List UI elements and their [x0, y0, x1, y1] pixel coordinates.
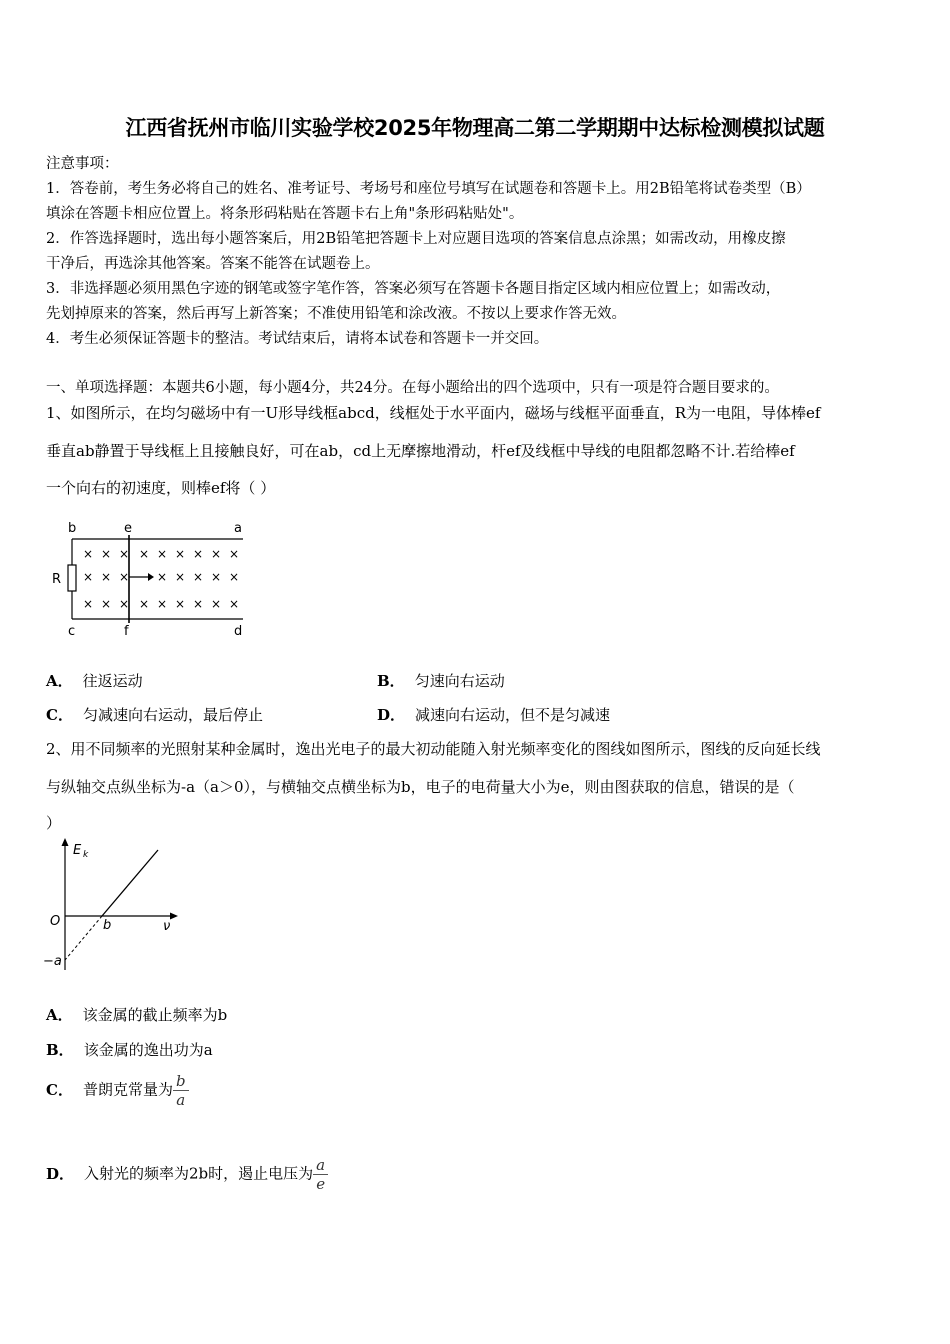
option-text: 减速向右运动，但不是匀减速: [415, 706, 611, 724]
q2-option-c[interactable]: [46, 1072, 189, 1109]
field-cross: ×: [157, 570, 168, 584]
field-cross: ×: [211, 570, 222, 584]
notice-line: 2．作答选择题时，选出每小题答案后，用2B铅笔把答题卡上对应题目选项的答案信息点涂黑；如需改动，用橡皮擦: [46, 231, 786, 247]
option-letter: A．: [46, 672, 73, 690]
option-letter: D．: [377, 706, 406, 724]
fraction-numerator: b: [175, 1072, 186, 1090]
notice-line: 先划掉原来的答案，然后再写上新答案；不准使用铅笔和涂改液。不按以上要求作答无效。: [46, 306, 626, 322]
field-cross: ×: [119, 547, 130, 561]
field-cross: ×: [229, 570, 240, 584]
field-cross: ×: [193, 597, 204, 611]
label-ek: E: [73, 843, 82, 858]
notice-heading: 注意事项：: [46, 156, 119, 172]
field-cross: ×: [157, 547, 168, 561]
field-cross: ×: [101, 597, 112, 611]
velocity-arrowhead: [148, 573, 154, 581]
label-e: e: [124, 521, 132, 536]
ek-line: [102, 850, 158, 916]
notice-line: 干净后，再选涂其他答案。答案不能答在试题卷上。: [46, 256, 380, 272]
field-cross: ×: [193, 570, 204, 584]
notice-line: 1．答卷前，考生务必将自己的姓名、准考证号、考场号和座位号填写在试题卷和答题卡上。用2B铅笔将试卷类型（B）: [46, 181, 811, 197]
q1-stem-line: 一个向右的初速度，则棒ef将（ ）: [46, 479, 276, 497]
field-cross: ×: [101, 570, 112, 584]
fraction: [173, 1072, 189, 1109]
option-text: 该金属的逸出功为a: [83, 1041, 213, 1059]
field-cross: ×: [139, 547, 150, 561]
q2-option-b[interactable]: [46, 1039, 213, 1060]
fraction: [313, 1156, 328, 1193]
field-cross: ×: [193, 547, 204, 561]
q2-option-a[interactable]: [46, 1004, 227, 1025]
field-cross: ×: [211, 597, 222, 611]
option-letter: B．: [377, 672, 405, 690]
field-cross: ×: [175, 597, 186, 611]
q1-stem-line: 垂直ab静置于导线框上且接触良好，可在ab，cd上无摩擦地滑动，杆ef及线框中导线的电阻都忽略不计.若给棒ef: [46, 442, 795, 460]
field-cross: ×: [175, 570, 186, 584]
q1-option-d[interactable]: [377, 704, 610, 725]
q2-stem-line: 2、用不同频率的光照射某种金属时，逸出光电子的最大初动能随入射光频率变化的图线如图所示，图线的反向延长线: [46, 740, 821, 758]
field-cross: ×: [101, 547, 112, 561]
label-b: b: [68, 521, 77, 536]
option-letter: A．: [46, 1006, 73, 1024]
option-text: 往返运动: [82, 672, 143, 690]
q1-option-a[interactable]: [46, 670, 143, 691]
q2-graph-figure: [42, 836, 192, 974]
field-cross: ×: [83, 547, 94, 561]
field-cross: ×: [119, 597, 130, 611]
option-text: 匀速向右运动: [414, 672, 505, 690]
page-title: 江西省抚州市临川实验学校2025年物理高二第二学期期中达标检测模拟试题: [125, 116, 825, 140]
field-cross: ×: [119, 570, 130, 584]
notice-line: 填涂在答题卡相应位置上。将条形码粘贴在答题卡右上角"条形码粘贴处"。: [46, 206, 524, 222]
field-cross: ×: [83, 570, 94, 584]
option-text: 普朗克常量为: [82, 1080, 173, 1099]
notice-line: 3．非选择题必须用黑色字迹的钢笔或签字笔作答，答案必须写在答题卡各题目指定区域内相应位置上；如需改动，: [46, 281, 781, 297]
label-ek-sub: k: [83, 850, 89, 860]
label-d: d: [234, 624, 243, 639]
q1-circuit-figure: [46, 515, 256, 645]
y-axis-arrow: [62, 838, 69, 846]
option-text: 匀减速向右运动，最后停止: [82, 706, 263, 724]
field-cross: ×: [229, 597, 240, 611]
label-R: R: [52, 572, 62, 587]
label-b: b: [103, 918, 112, 933]
q1-option-c[interactable]: [46, 704, 263, 725]
field-cross: ×: [83, 597, 94, 611]
fraction-denominator: e: [316, 1175, 326, 1193]
q1-stem-line: 1、如图所示，在均匀磁场中有一U形导线框abcd，线框处于水平面内，磁场与线框平面垂直，R为一电阻，导体棒ef: [46, 404, 821, 422]
q2-stem-line: 与纵轴交点纵坐标为-a（a＞0），与横轴交点横坐标为b，电子的电荷量大小为e，则由图获取的信息，错误的是（: [46, 778, 795, 796]
label-nu: ν: [163, 919, 171, 934]
option-letter: C．: [46, 706, 73, 724]
resistor: [68, 565, 76, 591]
label-a: a: [234, 521, 242, 536]
field-cross: ×: [175, 547, 186, 561]
option-text: 该金属的截止频率为b: [82, 1006, 228, 1024]
field-cross: ×: [211, 547, 222, 561]
q2-stem-line: ）: [46, 814, 62, 832]
q1-option-b[interactable]: [377, 670, 505, 691]
option-letter: D．: [46, 1164, 75, 1183]
option-text: 入射光的频率为2b时，遏止电压为: [84, 1164, 314, 1183]
option-letter: C．: [46, 1080, 73, 1099]
field-cross: ×: [157, 597, 168, 611]
x-axis-arrow: [170, 913, 178, 920]
notice-line: 4．考生必须保证答题卡的整洁。考试结束后，请将本试卷和答题卡一并交回。: [46, 331, 549, 347]
section-heading: 一、单项选择题：本题共6小题，每小题4分，共24分。在每小题给出的四个选项中，只有一项是符合题目要求的。: [46, 380, 779, 396]
fraction-numerator: a: [316, 1156, 326, 1174]
q2-option-d[interactable]: [46, 1156, 328, 1193]
fraction-denominator: a: [176, 1091, 186, 1109]
label-neg-a: −a: [43, 954, 62, 969]
label-f: f: [124, 624, 129, 639]
option-letter: B．: [46, 1041, 74, 1059]
label-origin: O: [50, 914, 61, 929]
field-cross: ×: [229, 547, 240, 561]
label-c: c: [68, 624, 76, 639]
field-cross: ×: [139, 597, 150, 611]
ek-line-extension: [65, 916, 102, 960]
